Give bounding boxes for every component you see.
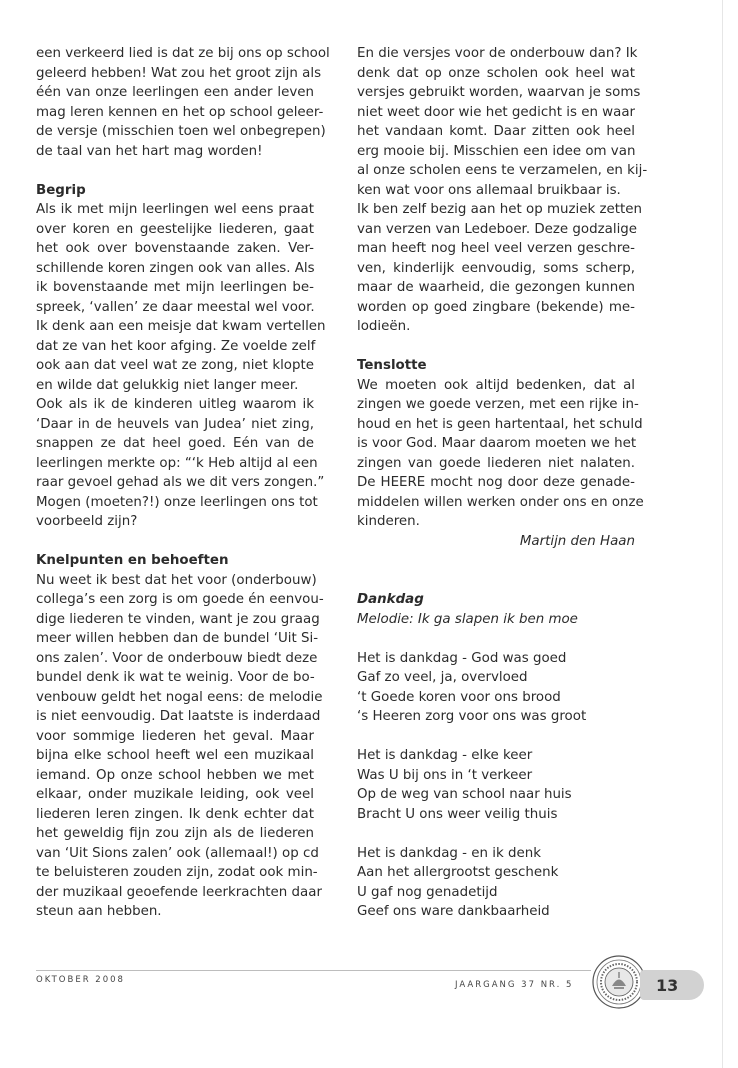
knelpunten-paragraph: [36, 571, 324, 922]
versjes-paragraph: [357, 44, 648, 200]
section-heading-begrip: Begrip: [36, 182, 86, 198]
text-line: al onze scholen eens te verzamelen, en kij-: [357, 163, 648, 178]
text-line: leerlingen merkte op: “‘k Heb altijd al een: [36, 455, 318, 471]
section-heading-knelpunten: Knelpunten en behoeften: [36, 553, 229, 568]
poem-line: ‘s Heeren zorg voor ons was groot: [357, 709, 587, 724]
text-line: Mogen (moeten?!) onze leerlingen ons tot: [36, 494, 318, 510]
text-line: ‘Daar in de heuvels van Judea’ niet zing,: [36, 416, 314, 432]
text-line: ik bovenstaande met mijn leerlingen be-: [36, 280, 314, 295]
text-line: liederen leren zingen. Ik denk echter dat: [36, 806, 314, 822]
text-line: snappen ze dat heel goed. Eén van de: [36, 436, 314, 451]
text-line: zingen van goede liederen niet nalaten.: [357, 455, 635, 471]
text-line: raar gevoel gehad als we dit vers zongen.”: [36, 475, 325, 490]
text-line: maar de waarheid, die gezongen kunnen: [357, 280, 635, 295]
text-line: bundel denk ik wat te weinig. Voor de bo-: [36, 670, 315, 685]
text-line: ons zalen’. Voor de onderbouw biedt deze: [36, 650, 318, 666]
text-line: bijna elke school heeft wel een muzikaal: [36, 748, 314, 763]
poem-line: Op de weg van school naar huis: [357, 787, 572, 802]
emblem-icon: [592, 955, 646, 1009]
ledeboer-paragraph: [357, 200, 643, 337]
tenslotte-paragraph: [357, 376, 644, 532]
text-line: elkaar, onder muzikale leiding, ook veel: [36, 787, 314, 802]
text-line: der muzikaal geoefende leerkrachten daar: [36, 884, 322, 900]
text-line: dige liederen te vinden, want je zou graag: [36, 611, 320, 627]
text-line: We moeten ook altijd bedenken, dat al: [357, 377, 635, 393]
text-line: van ‘Uit Sions zalen’ ook (allemaal!) op cd: [36, 845, 319, 861]
text-line: dat ze van het koor afging. Ze voelde zelf: [36, 338, 316, 354]
poem-line: Het is dankdag - en ik denk: [357, 845, 541, 861]
text-line: versjes gebruikt worden, waarvan je soms: [357, 85, 641, 100]
text-line: het geweldig fijn zou zijn als de liederen: [36, 826, 314, 841]
author-signature: Martijn den Haan: [519, 533, 635, 549]
begrip-paragraph: [36, 200, 326, 532]
text-line: erg mooie bij. Misschien een idee om van: [357, 143, 636, 159]
right-column: [357, 44, 648, 922]
text-line: voorbeeld zijn?: [36, 514, 138, 529]
text-line: ven, kinderlijk eenvoudig, soms scherp,: [357, 260, 635, 276]
page-number-tab: [640, 970, 704, 1000]
poem-line: Was U bij ons in ‘t verkeer: [357, 767, 533, 783]
section-heading-tenslotte: Tenslotte: [357, 358, 427, 373]
text-line: de taal van het hart mag worden!: [36, 143, 263, 159]
text-line: ook aan dat veel wat ze zong, niet klopte: [36, 358, 314, 373]
poem-title: Dankdag: [357, 592, 424, 607]
text-line: niet weet door wie het gedicht is en waar: [357, 104, 636, 120]
text-line: En die versjes voor de onderbouw dan? Ik: [357, 46, 638, 61]
text-line: is niet eenvoudig. Dat laatste is inderdaad: [36, 709, 321, 724]
footer-rule: [36, 970, 591, 971]
page-number: 13: [656, 975, 679, 995]
poem-stanza: [357, 844, 635, 922]
text-line: het vandaan komt. Daar zitten ook heel: [357, 124, 635, 139]
text-line: denk dat op onze scholen ook heel wat: [357, 65, 635, 81]
poem-line: Bracht U ons weer veilig thuis: [357, 806, 558, 822]
text-line: middelen willen werken onder ons en onze: [357, 494, 644, 510]
poem-line: Het is dankdag - elke keer: [357, 748, 533, 763]
text-line: Ook als ik de kinderen uitleg waarom ik: [36, 397, 314, 412]
text-line: het ook over bovenstaande zaken. Ver-: [36, 241, 314, 256]
poem: [357, 590, 635, 922]
text-line: ken wat voor ons allemaal bruikbaar is.: [357, 182, 621, 198]
intro-paragraph: [36, 44, 330, 161]
text-line: Ik denk aan een meisje dat kwam vertellen: [36, 319, 326, 334]
text-line: man heeft nog heel veel verzen geschre-: [357, 241, 635, 256]
poem-line: Het is dankdag - God was goed: [357, 650, 567, 666]
text-line: meer willen hebben dan de bundel ‘Uit Si-: [36, 631, 319, 646]
footer-date: OKTOBER 2008: [36, 975, 125, 985]
text-line: kinderen.: [357, 514, 420, 529]
page-edge: [722, 0, 723, 1068]
text-line: De HEERE mocht nog door deze genade-: [357, 475, 635, 490]
poem-line: Gaf zo veel, ja, overvloed: [357, 670, 528, 685]
poem-line: Aan het allergrootst geschenk: [357, 865, 559, 880]
left-column: [36, 44, 330, 922]
poem-stanza: [357, 649, 635, 727]
footer-issue: JAARGANG 37 NR. 5: [455, 980, 574, 990]
text-line: te beluisteren zouden zijn, zodat ook min-: [36, 865, 318, 880]
poem-line: ‘t Goede koren voor ons brood: [357, 689, 561, 705]
poem-stanza: [357, 746, 635, 824]
text-line: één van onze leerlingen een ander leven: [36, 85, 314, 100]
text-line: steun aan hebben.: [36, 904, 162, 919]
text-line: iemand. Op onze school hebben we met: [36, 767, 314, 783]
text-line: lodieën.: [357, 319, 411, 334]
poem-line: U gaf nog genadetijd: [357, 884, 498, 900]
text-line: en wilde dat gelukkig niet langer meer.: [36, 377, 299, 393]
poem-melody: Melodie: Ik ga slapen ik ben moe: [357, 611, 578, 627]
text-line: houd en het is geen hartentaal, het schuld: [357, 416, 643, 432]
text-line: Ik ben zelf bezig aan het op muziek zetten: [357, 202, 643, 217]
text-line: Nu weet ik best dat het voor (onderbouw): [36, 572, 317, 588]
text-line: schillende koren zingen ook van alles. Als: [36, 260, 315, 276]
poem-line: Geef ons ware dankbaarheid: [357, 904, 550, 919]
text-line: de versje (misschien toen wel onbegrepen): [36, 124, 326, 139]
text-line: Als ik met mijn leerlingen wel eens praat: [36, 202, 314, 217]
text-line: geleerd hebben! Wat zou het groot zijn als: [36, 65, 322, 81]
text-line: worden op goed zingbare (bekende) me-: [357, 299, 635, 315]
text-line: mag leren kennen en het op school geleer-: [36, 104, 324, 120]
text-line: collega’s een zorg is om goede én eenvou-: [36, 592, 324, 607]
text-line: over koren en geestelijke liederen, gaat: [36, 221, 314, 237]
text-line: van verzen van Ledeboer. Deze godzalige: [357, 221, 638, 237]
text-line: een verkeerd lied is dat ze bij ons op school: [36, 46, 330, 61]
text-line: is voor God. Maar daarom moeten we het: [357, 436, 637, 451]
text-line: venbouw geldt het nogal eens: de melodie: [36, 689, 323, 705]
text-line: spreek, ‘vallen’ ze daar meestal wel voor.: [36, 299, 315, 315]
text-line: zingen we goede verzen, met een rijke in-: [357, 397, 639, 412]
text-line: voor sommige liederen het geval. Maar: [36, 728, 314, 744]
